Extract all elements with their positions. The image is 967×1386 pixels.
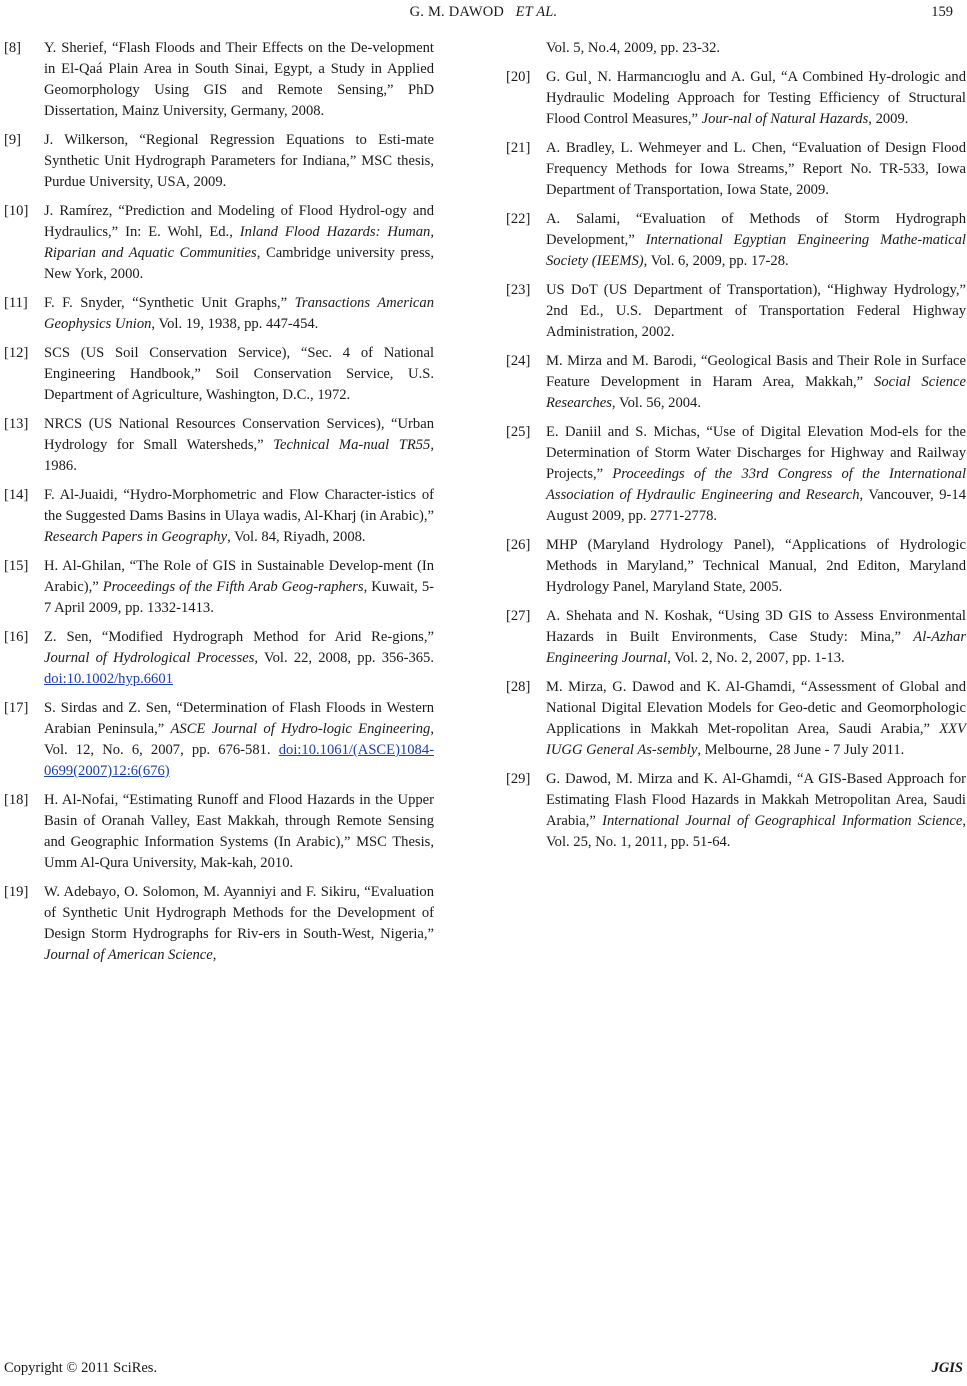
reference-number: [28]	[506, 679, 531, 695]
reference-text	[44, 698, 434, 782]
reference-text-part: F. Al-Juaidi, “Hydro-Morphometric and Flow Character-istics of the Suggested Dams Basins in Ulaya wadis, Al-Kharj (in Arabic),”	[44, 487, 434, 524]
reference-text-part: , 2009.	[868, 111, 909, 127]
reference-text-part: M. Mirza, G. Dawod and K. Al-Ghamdi, “Assessment of Global and National Digital Elevation Models for Geo-detic and Geomorphologic Applications in Makkah Met-ropolitan Area, Saudi Arabia,”	[546, 679, 966, 737]
reference-number: [9]	[4, 132, 22, 148]
reference-text-part: H. Al-Nofai, “Estimating Runoff and Flood Hazards in the Upper Basin of Oranah Valley, East Makkah, through Remote Sensing and Geographic Information Systems (In Arabic),” MSC Thesis, Umm Al-Qura University, Mak-kah, 2010.	[44, 792, 434, 871]
reference-text-part: Vol. 5, No.4, 2009, pp. 23-32.	[546, 40, 721, 56]
running-title	[0, 4, 967, 21]
reference-text-part: A. Salami, “Evaluation of Methods of Storm Hydrograph Development,”	[546, 211, 966, 248]
reference-text	[44, 485, 434, 548]
reference-source-title: Inland Flood Hazards: Human, Riparian and Aquatic Communities	[44, 224, 434, 261]
reference-text-part: W. Adebayo, O. Solomon, M. Ayanniyi and F. Sikiru, “Evaluation of Synthetic Unit Hydrograph Methods for the Development of Design Storm Hydrographs for Riv-ers in South-West, Nigeria,”	[44, 884, 434, 942]
reference-text-part: , Vol. 25, No. 1, 2011, pp. 51-64.	[546, 813, 967, 850]
reference-entry	[506, 769, 966, 853]
reference-source-title: Research Papers in Geography	[44, 529, 228, 545]
reference-text-part: J. Wilkerson, “Regional Regression Equations to Esti-mate Synthetic Unit Hydrograph Parameters for Indiana,” MSC thesis, Purdue University, USA, 2009.	[44, 132, 434, 190]
reference-text	[44, 790, 434, 874]
reference-text-part: Y. Sherief, “Flash Floods and Their Effects on the De-velopment in El-Qaá Plain Area in South Sinai, Egypt, a Study in Applied Geomorphology Using GIS and Remote Sensing,” PhD Dissertation, Mainz University, Germany, 2008.	[44, 40, 434, 119]
reference-text-part: J. Ramírez, “Prediction and Modeling of Flood Hydrol-ogy and Hydraulics,” In: E. Wohl, Ed.,	[44, 203, 434, 240]
reference-number: [22]	[506, 211, 531, 227]
reference-text	[44, 130, 434, 193]
reference-text	[546, 67, 966, 130]
reference-entry	[506, 38, 966, 59]
reference-text	[44, 201, 434, 285]
reference-text-part: ,	[212, 947, 217, 963]
doi-link[interactable]: doi:10.1002/hyp.6601	[44, 671, 173, 687]
reference-text-part: , Cambridge university press, New York, 2000.	[44, 245, 434, 282]
reference-entry	[506, 422, 966, 527]
copyright-notice: Copyright © 2011 SciRes.	[4, 1360, 158, 1376]
reference-text-part: , 1986.	[44, 437, 434, 474]
reference-source-title: Social Science Researches	[546, 374, 966, 411]
reference-number: [14]	[4, 487, 29, 503]
reference-number: [16]	[4, 629, 29, 645]
reference-entry	[4, 343, 434, 406]
reference-entry	[506, 138, 966, 201]
reference-source-title: Technical Ma-nual TR55	[273, 437, 431, 453]
journal-abbrev: JGIS	[931, 1360, 963, 1376]
reference-text-part: , Melbourne, 28 June - 7 July 2011.	[697, 742, 905, 758]
reference-text	[44, 293, 434, 335]
reference-text-part: , Vol. 6, 2009, pp. 17-28.	[643, 253, 789, 269]
reference-number: [10]	[4, 203, 29, 219]
reference-entry	[4, 790, 434, 874]
reference-text-part: , Vol. 12, No. 6, 2007, pp. 676-581.	[44, 721, 434, 758]
reference-number: [25]	[506, 424, 531, 440]
reference-entry	[506, 67, 966, 130]
reference-text	[44, 343, 434, 406]
reference-entry	[4, 627, 434, 690]
reference-text-part: F. F. Snyder, “Synthetic Unit Graphs,”	[44, 295, 295, 311]
reference-number: [12]	[4, 345, 29, 361]
reference-text-part: H. Al-Ghilan, “The Role of GIS in Sustainable Develop-ment (In Arabic),”	[44, 558, 434, 595]
reference-source-title: Transactions American Geophysics Union	[44, 295, 434, 332]
page-number: 159	[931, 4, 953, 20]
reference-number: [8]	[4, 40, 22, 56]
reference-entry	[4, 38, 434, 122]
references-left-column	[4, 38, 434, 974]
running-header	[0, 4, 967, 24]
reference-text-part: MHP (Maryland Hydrology Panel), “Applications of Hydrologic Methods in Maryland,” Technical Manual, 2nd Editon, Maryland Hydrology Panel, Maryland State, 2005.	[546, 537, 966, 595]
reference-entry	[4, 293, 434, 335]
reference-text	[546, 209, 966, 272]
reference-entry	[4, 556, 434, 619]
reference-source-title: Journal of Hydrological Processes	[44, 650, 255, 666]
references-right-column	[506, 38, 966, 861]
reference-text-part: S. Sirdas and Z. Sen, “Determination of Flash Floods in Western Arabian Peninsula,”	[44, 700, 434, 737]
reference-number: [20]	[506, 69, 531, 85]
reference-number: [23]	[506, 282, 531, 298]
reference-number: [21]	[506, 140, 531, 156]
reference-number: [13]	[4, 416, 29, 432]
reference-text-part: M. Mirza and M. Barodi, “Geological Basis and Their Role in Surface Feature Development in Haram Area, Makkah,”	[546, 353, 966, 390]
reference-entry	[4, 414, 434, 477]
reference-source-title: International Egyptian Engineering Mathe-matical Society (IEEMS)	[546, 232, 966, 269]
reference-entry	[506, 606, 966, 669]
header-author: G. M. DAWOD	[409, 4, 505, 20]
reference-entry	[4, 130, 434, 193]
reference-number: [29]	[506, 771, 531, 787]
reference-number: [19]	[4, 884, 29, 900]
reference-text	[546, 606, 966, 669]
reference-entry	[506, 535, 966, 598]
reference-source-title: XXV IUGG General As-sembly	[546, 721, 966, 758]
header-etal: ET AL.	[515, 4, 558, 20]
reference-text-part: , Vol. 2, No. 2, 2007, pp. 1-13.	[667, 650, 845, 666]
reference-text-part: , Vol. 22, 2008, pp. 356-365.	[254, 650, 434, 666]
reference-text	[44, 414, 434, 477]
reference-text	[44, 627, 434, 690]
reference-text	[546, 535, 966, 598]
reference-text	[546, 677, 966, 761]
reference-text-part: , Vol. 19, 1938, pp. 447-454.	[151, 316, 319, 332]
reference-text-part: E. Daniil and S. Michas, “Use of Digital Elevation Mod-els for the Determination of Storm Water Discharges for Highway and Railway Projects,”	[546, 424, 966, 482]
reference-text-part: , Vol. 56, 2004.	[611, 395, 701, 411]
reference-text	[546, 769, 966, 853]
reference-source-title: Proceedings of the Fifth Arab Geog-raphers	[102, 579, 364, 595]
reference-text-part: US DoT (US Department of Transportation), “Highway Hydrology,” 2nd Ed., U.S. Department of Transportation Federal Highway Administration, 2002.	[546, 282, 966, 340]
reference-number: [26]	[506, 537, 531, 553]
reference-source-title: Proceedings of the 33rd Congress of the International Association of Hydraulic Engineering and Research	[546, 466, 966, 503]
reference-text-part: G. Dawod, M. Mirza and K. Al-Ghamdi, “A GIS-Based Approach for Estimating Flash Flood Hazards in Makkah Metropolitan Area, Saudi Arabia,”	[546, 771, 966, 829]
reference-text-part: Z. Sen, “Modified Hydrograph Method for Arid Re-gions,”	[44, 629, 434, 645]
reference-source-title: ASCE Journal of Hydro-logic Engineering	[170, 721, 431, 737]
reference-text	[546, 351, 966, 414]
reference-text	[44, 38, 434, 122]
reference-number: [27]	[506, 608, 531, 624]
reference-text	[546, 138, 966, 201]
reference-text-part: , Vancouver, 9-14 August 2009, pp. 2771-2778.	[546, 487, 966, 524]
reference-entry	[4, 882, 434, 966]
reference-number: [11]	[4, 295, 28, 311]
reference-number: [17]	[4, 700, 29, 716]
reference-source-title: International Journal of Geographical Information Science	[602, 813, 963, 829]
reference-source-title: Journal of American Science	[44, 947, 213, 963]
reference-text-part: G. Gul¸ N. Harmancıoglu and A. Gul, “A Combined Hy-drologic and Hydraulic Modeling Approach for Testing Efficiency of Structural Flood Control Measures,”	[546, 69, 966, 127]
reference-text	[546, 280, 966, 343]
reference-text-part: A. Bradley, L. Wehmeyer and L. Chen, “Evaluation of Design Flood Frequency Methods for Iowa Streams,” Report No. TR-533, Iowa Department of Transportation, Iowa State, 2009.	[546, 140, 966, 198]
reference-number: [15]	[4, 558, 29, 574]
reference-entry	[4, 485, 434, 548]
reference-text	[546, 38, 966, 59]
reference-entry	[506, 209, 966, 272]
reference-text	[546, 422, 966, 527]
reference-entry	[506, 280, 966, 343]
reference-entry	[506, 677, 966, 761]
page-footer	[0, 1360, 967, 1382]
reference-text-part: , Kuwait, 5-7 April 2009, pp. 1332-1413.	[44, 579, 435, 616]
doi-link[interactable]: doi:10.1061/(ASCE)1084-0699(2007)12:6(676)	[44, 742, 434, 779]
reference-number: [18]	[4, 792, 29, 808]
reference-number: [24]	[506, 353, 531, 369]
reference-entry	[506, 351, 966, 414]
reference-text	[44, 556, 434, 619]
reference-entry	[4, 201, 434, 285]
reference-text-part: , Vol. 84, Riyadh, 2008.	[227, 529, 366, 545]
reference-source-title: Al-Azhar Engineering Journal	[546, 629, 966, 666]
reference-entry	[4, 698, 434, 782]
reference-text	[44, 882, 434, 966]
reference-source-title: Jour-nal of Natural Hazards	[701, 111, 869, 127]
reference-text-part: SCS (US Soil Conservation Service), “Sec. 4 of National Engineering Handbook,” Soil Conservation Service, U.S. Department of Agriculture, Washington, D.C., 1972.	[44, 345, 434, 403]
reference-text-part: NRCS (US National Resources Conservation Services), “Urban Hydrology for Small Watersheds,”	[44, 416, 434, 453]
reference-text-part: A. Shehata and N. Koshak, “Using 3D GIS to Assess Environmental Hazards in Built Environments, Case Study: Mina,”	[546, 608, 966, 645]
